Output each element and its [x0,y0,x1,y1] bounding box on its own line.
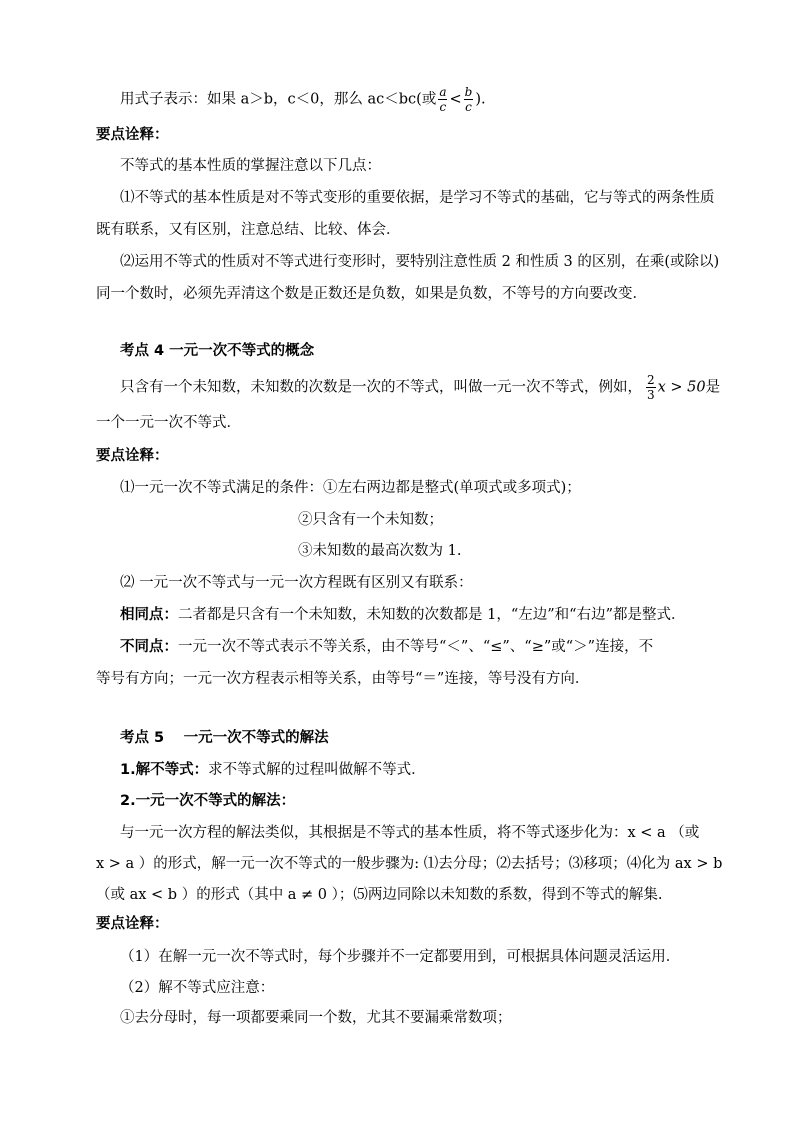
same-label: 相同点： [120,607,178,623]
diff-label: 不同点： [120,639,178,655]
frac-den: 3 [647,388,655,402]
paragraph: ⑴不等式的基本性质是对不等式变形的重要依据，是学习不等式的基础，它与等式的两条性质 [120,190,715,206]
paragraph: 既有联系，又有区别，注意总结、比较、体会． [96,222,401,238]
section-title-kd4: 考点 4 一元一次不等式的概念 [120,343,315,359]
note-line: ①去分母时，每一项都要乘同一个数，尤其不要漏乘常数项； [120,1010,512,1026]
fraction-2-3 [646,374,656,401]
condition-line: ③未知数的最高次数为 1. [298,543,462,559]
fraction-b-over-c [464,86,474,113]
key-points-heading: 要点诠释： [96,448,169,464]
paragraph: ⑵ 一元一次不等式与一元一次方程既有区别又有联系： [120,575,473,591]
frac-den: c [465,100,472,114]
paragraph: 与一元一次方程的解法类似，其根据是不等式的基本性质，将不等式逐步化为：x < a （或 [120,825,700,841]
key-points-heading: 要点诠释： [96,127,169,143]
key-points-heading: 要点诠释： [96,916,169,932]
diff-point-line [120,636,653,658]
kd4-text-end: 是 [705,379,721,396]
step-line [120,759,426,781]
frac-num: 2 [647,373,655,387]
formula-suffix: ). [475,91,486,108]
same-text: 二者都是只含有一个未知数，未知数的次数都是 1，“左边”和“右边”都是整式． [178,607,686,623]
step-line: 2.一元一次不等式的解法： [120,793,296,809]
fraction-a-over-c [438,86,447,113]
paragraph: x > a ）的形式，解一元一次不等式的一般步骤为: ⑴去分母；⑵去括号；⑶移项；⑷化为 ax > b [96,856,723,872]
frac-num: a [439,85,447,99]
section-title-kd5: 考点 5 一元一次不等式的解法 [120,730,329,746]
step-text: 求不等式解的过程叫做解不等式． [208,762,426,778]
paragraph: ⑵运用不等式的性质对不等式进行变形时，要特别注意性质 2 和性质 3 的区别，在乘(或除以) [120,254,720,270]
frac-den: c [439,100,447,114]
paragraph: 等号有方向；一元一次方程表示相等关系，由等号“＝”连接，等号没有方向． [96,671,590,687]
diff-text: 一元一次不等式表示不等关系，由不等号“＜”、“≤”、“≥”或“＞”连接，不 [178,639,654,655]
paragraph [120,374,720,401]
paragraph: 同一个数时，必须先弄清这个数是正数还是负数，如果是负数，不等号的方向要改变． [96,286,647,302]
formula-line [120,86,486,113]
paragraph: （或 ax < b ）的形式（其中 a ≠ 0 ）；⑸两边同除以未知数的系数，得到不等式的解集. [96,887,663,903]
note-line: （1）在解一元一次不等式时，每个步骤并不一定都要用到，可根据具体问题灵活运用． [120,949,681,965]
inequality-expression: x > 50 [657,379,706,396]
condition-line: ⑴一元一次不等式满足的条件：①左右两边都是整式(单项式或多项式)； [120,480,581,496]
paragraph: 不等式的基本性质的掌握注意以下几点： [120,158,381,174]
condition-line: ②只含有一个未知数； [298,512,443,528]
paragraph: 一个一元一次不等式． [96,415,241,431]
formula-prefix: 用式子表示：如果 a＞b，c＜0，那么 ac＜bc(或 [120,91,437,108]
note-line: （2）解不等式应注意： [120,980,275,996]
frac-num: b [464,85,473,99]
kd4-text: 只含有一个未知数，未知数的次数是一次的不等式，叫做一元一次不等式，例如， [120,379,642,396]
less-than: < [449,91,462,108]
step-label: 1.解不等式： [120,762,209,778]
same-point-line [120,604,685,626]
